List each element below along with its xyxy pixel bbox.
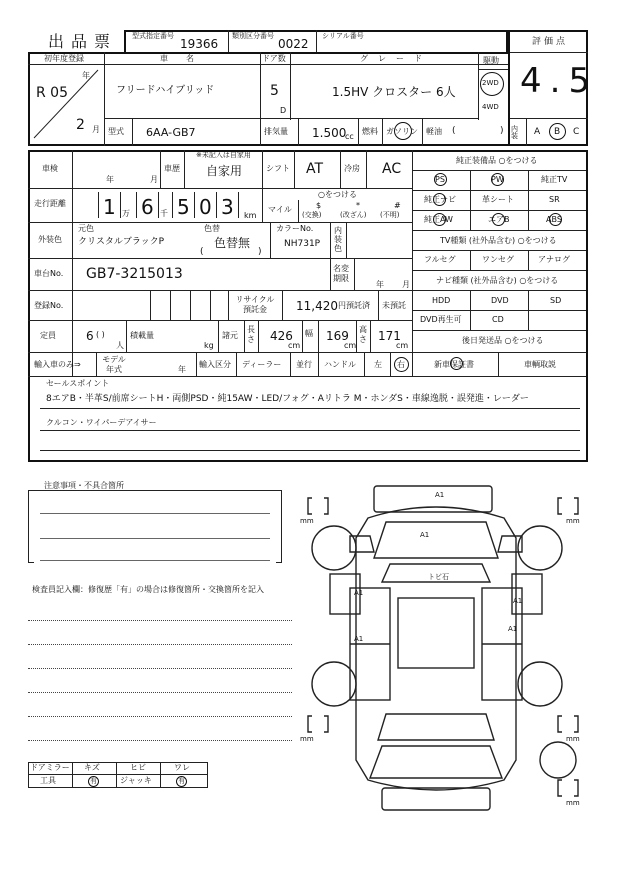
load-label: 積載量 (130, 331, 154, 340)
first-reg-month-unit: 月 (92, 125, 100, 134)
color-dig-value: 色替無 (214, 236, 251, 250)
width-value: 169 (326, 329, 349, 343)
navi-hdd: HDD (432, 296, 451, 305)
mileage-sen-unit: 千 (160, 209, 168, 218)
equip-pw-circle (491, 173, 504, 186)
damage-hood: A1 (420, 531, 430, 539)
legend-jack: ジャッキ (120, 776, 152, 785)
mileage-digit-2: 6 (141, 195, 154, 219)
mileage-digit-4: 0 (199, 195, 212, 219)
recycle-value: 11,420 (296, 299, 338, 313)
ruibetsu-value: 0022 (278, 37, 309, 51)
import-label: 輸入車のみ⇒ (34, 360, 81, 369)
recycle-none: 未預託 (382, 301, 406, 310)
handle-label: ハンドル (324, 360, 356, 369)
meter-mark-hash: # (394, 201, 401, 210)
equip-ps-circle (434, 173, 447, 186)
load-unit: kg (204, 341, 214, 350)
displacement-label: 排気量 (264, 127, 288, 136)
color-no-label: カラーNo. (276, 224, 314, 233)
height-label: 高さ (359, 325, 367, 344)
sales-line-2: クルコン・ワイパーデアイサー (46, 418, 157, 427)
equip-leather: 革シート (482, 195, 514, 204)
meter-exchange: (交換) (302, 211, 322, 219)
mileage-digit-5: 3 (221, 195, 234, 219)
inspector-label: 検査員記入欄：修復歴「有」の場合は修復箇所・交換箇所を記入 (32, 585, 264, 594)
chassis-label: 車台No. (34, 269, 64, 278)
capacity-paren: ( ) (96, 330, 105, 339)
damage-front-bumper: A1 (435, 491, 445, 499)
length-value: 426 (270, 329, 293, 343)
interior-a: A (534, 127, 541, 137)
score-value: 4.5 (520, 61, 599, 101)
first-reg-label: 初年度登録 (44, 54, 84, 63)
fuel-diesel: 軽油 (426, 127, 442, 136)
recycle-unit: 円預託済 (338, 301, 370, 310)
interior-c: C (573, 127, 580, 137)
drive-2wd-circle (480, 72, 504, 96)
import-parallel: 並行 (296, 360, 312, 369)
katashiki-value: 19366 (180, 37, 219, 51)
height-value: 171 (378, 329, 401, 343)
shift-value: AT (306, 161, 324, 177)
meter-unknown: (不明) (380, 211, 400, 219)
color-orig-label: 元色 (78, 224, 94, 233)
fuel-paren-close: ) (500, 126, 504, 136)
dvd-label: DVD再生可 (420, 315, 462, 324)
reg-label: 登録No. (34, 301, 64, 310)
model-value: 6AA-GB7 (146, 126, 196, 139)
model-year-label: モデル年式 (102, 355, 126, 374)
name-change-year-unit: 年 (376, 280, 384, 289)
mileage-label: 走行距離 (34, 199, 66, 208)
capacity-value: 6 (86, 329, 94, 343)
width-unit: cm (344, 341, 357, 350)
legend-ware: ワレ (174, 763, 190, 772)
doors-label: ドア数 (262, 54, 286, 63)
meter-mark-dollar: $ (316, 201, 322, 210)
first-reg-era: R 05 (36, 85, 68, 101)
displacement-value: 1.500 (312, 126, 347, 140)
color-orig-value: クリスタルブラックP (78, 237, 165, 247)
first-reg-year-unit: 年 (82, 71, 90, 80)
import-dealer: ディーラー (242, 360, 282, 369)
displacement-unit: cc (345, 132, 354, 141)
equip-tv: 純正TV (541, 175, 568, 184)
meter-mark-star: * (356, 201, 360, 210)
mm-rear-left: mm (300, 735, 314, 743)
tv-analog: アナログ (538, 255, 570, 264)
meter-circle-note: ○をつける (318, 190, 357, 199)
legend-kizu: キズ (84, 763, 100, 772)
equip-airbag: エアB (488, 215, 510, 224)
name-change-label: 名変期限 (333, 264, 349, 283)
model-label: 型式 (108, 127, 124, 136)
caution-label: 注意事項・不具合箇所 (44, 481, 124, 490)
ruibetsu-label: 類別区分番号 (232, 32, 274, 40)
chassis-value: GB7-3215013 (86, 266, 183, 282)
legend-tool: 工具 (40, 776, 56, 785)
name-change-month-unit: 月 (402, 280, 410, 289)
legend-door-mirror: ドアミラー (30, 763, 70, 772)
damage-windshield: トビ石 (428, 573, 449, 581)
damage-right-rear-door: A1 (508, 625, 518, 633)
equip-aw-circle (433, 213, 446, 226)
dvd-cd: CD (492, 315, 504, 324)
tv-oneseg: ワンセグ (482, 255, 514, 264)
mileage-man-unit: 万 (122, 209, 130, 218)
door-suffix: D (280, 106, 287, 115)
legend-jack-value: 有 (178, 777, 185, 785)
equip-airbag-circle (492, 213, 505, 226)
model-year-unit: 年 (178, 365, 186, 374)
fuel-paren-open: ( (452, 126, 456, 136)
meter-label: マイル (268, 205, 292, 214)
equip-ps: PS (435, 175, 445, 184)
damage-left-rear-door: A1 (354, 635, 364, 643)
tv-title: TV種類 (社外品含む) ○をつける (440, 236, 557, 245)
color-dig-paren-open: ( (200, 247, 204, 257)
first-reg-month: 2 (76, 117, 85, 133)
shaken-month-unit: 月 (150, 175, 158, 184)
fuel-gasoline: ガソリン (386, 127, 418, 136)
color-dig-paren-close: ) (258, 247, 262, 257)
mm-front-left: mm (300, 517, 314, 525)
drive-2wd: 2WD (482, 79, 499, 87)
fuel-gasoline-circle (394, 122, 412, 140)
legend-tool-circle (88, 776, 99, 787)
damage-left-front-door: A1 (354, 589, 364, 597)
serial-label: シリアル番号 (322, 32, 364, 40)
equipment-title: 純正装備品 ○をつける (456, 156, 538, 165)
history-label: 車歴 (164, 164, 180, 173)
legend-tool-value: 有 (90, 777, 97, 785)
length-label: 長さ (247, 325, 255, 344)
sales-line-1: 8エアB・半革S/前席シートH・両側PSD・純15AW・LED/フォグ・Aリトラ M・ホンダS・車線逸脱・誤発進・レーダー (46, 394, 529, 404)
sales-label: セールスポイント (46, 379, 110, 388)
shaken-label: 車検 (42, 164, 58, 173)
car-name-label: 車名 (160, 54, 212, 63)
interior-label: 内装 (511, 125, 518, 140)
tv-fullseg: フルセグ (424, 255, 456, 264)
score-label: 評価点 (532, 37, 569, 47)
handle-right-circle (394, 357, 409, 372)
mileage-digit-3: 5 (177, 195, 190, 219)
height-unit: cm (396, 341, 409, 350)
color-label: 外装色 (38, 235, 62, 244)
grade-value: 1.5HV クロスター 6人 (332, 85, 456, 99)
cooling-label: 冷房 (344, 164, 360, 173)
navi-title: ナビ種類 (社外品含む) ○をつける (436, 276, 559, 285)
dims-label: 諸元 (222, 331, 238, 340)
length-unit: cm (288, 341, 301, 350)
legend-hibi: ヒビ (130, 763, 146, 772)
equip-pw: PW (491, 175, 504, 184)
car-name-value: フリードハイブリッド (116, 85, 215, 96)
form-title: 出品票 (48, 32, 118, 51)
later-warranty: 新車保証書 (434, 360, 474, 369)
equip-abs-circle (549, 213, 562, 226)
handle-left: 左 (374, 360, 382, 369)
katashiki-label: 型式指定番号 (132, 32, 174, 40)
color-no-value: NH731P (284, 239, 321, 249)
width-label: 幅 (305, 329, 313, 338)
shaken-year-unit: 年 (106, 175, 114, 184)
history-note: ※未記入は自家用 (196, 151, 251, 159)
mm-spare: mm (566, 799, 580, 807)
navi-dvd: DVD (491, 296, 509, 305)
caution-bracket (28, 490, 282, 562)
capacity-label: 定員 (40, 331, 56, 340)
equip-aw: 純正AW (424, 215, 453, 224)
history-value: 自家用 (206, 164, 243, 178)
navi-sd: SD (550, 296, 562, 305)
car-condition-diagram (290, 478, 610, 818)
grade-label: グレード (360, 54, 432, 63)
shift-label: シフト (266, 164, 290, 173)
import-type-label: 輸入区分 (199, 360, 231, 369)
interior-color-label: 内装色 (334, 226, 342, 253)
meter-tampered: (改ざん) (340, 211, 367, 219)
capacity-unit: 人 (116, 341, 124, 350)
cooling-value: AC (382, 161, 402, 177)
later-warranty-circle (450, 357, 463, 370)
fuel-label: 燃料 (362, 127, 378, 136)
drive-label: 駆動 (483, 56, 499, 65)
equip-sr: SR (549, 195, 560, 204)
legend-jack-circle (176, 776, 187, 787)
later-manual: 車輌取説 (524, 360, 556, 369)
color-dig-label: 色替 (204, 224, 220, 233)
handle-right: 右 (397, 360, 405, 369)
interior-b: B (554, 127, 561, 137)
mm-rear-right: mm (566, 735, 580, 743)
equip-navi: 純正ナビ (424, 195, 456, 204)
mileage-km-unit: km (244, 211, 257, 220)
later-title: 後日発送品 ○をつける (462, 336, 544, 345)
recycle-label: リサイクル預託金 (235, 295, 275, 314)
equip-navi-circle (433, 193, 446, 206)
mm-front-right: mm (566, 517, 580, 525)
equip-abs: ABS (546, 215, 562, 224)
mileage-digit-1: 1 (103, 195, 116, 219)
interior-b-circle (549, 123, 566, 140)
damage-right-front-door: A1 (513, 597, 523, 605)
doors-value: 5 (270, 83, 279, 99)
drive-4wd: 4WD (482, 103, 499, 111)
